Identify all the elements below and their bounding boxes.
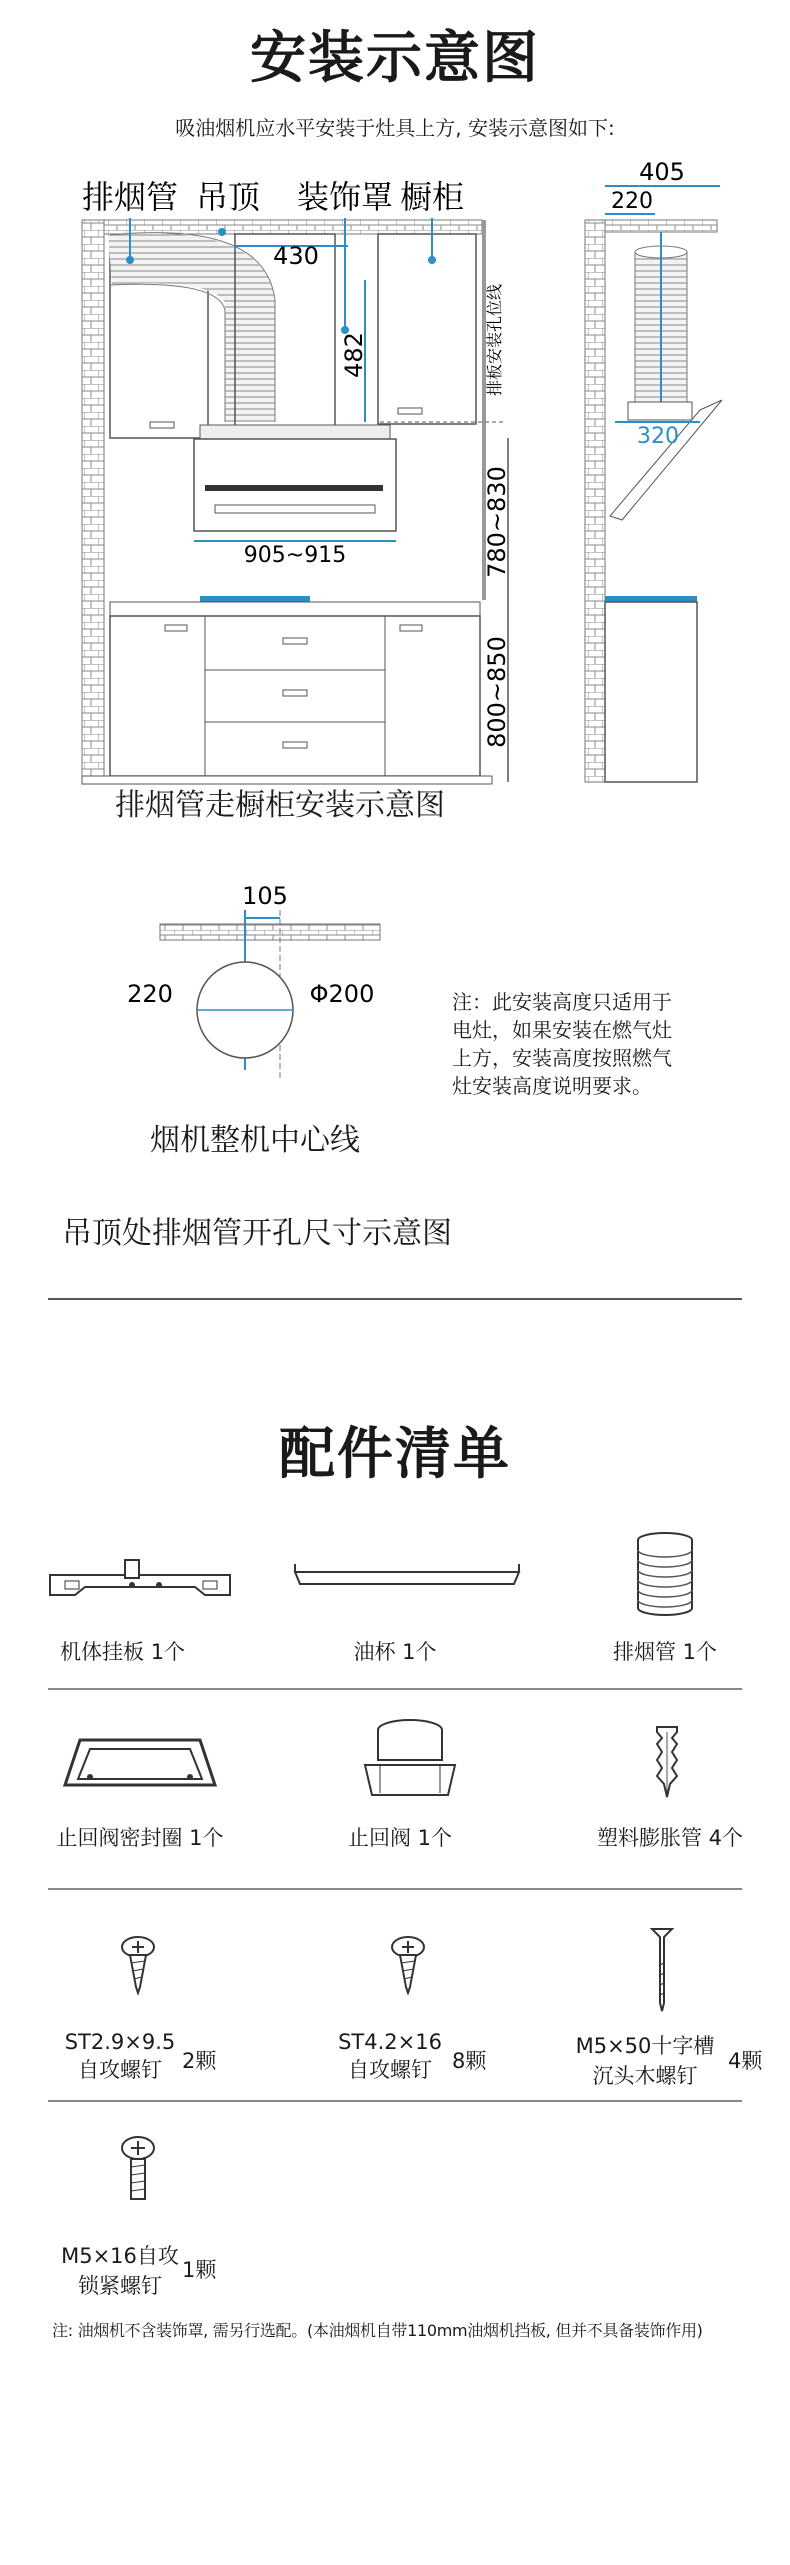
- part-label: M5×16自攻 锁紧螺钉: [61, 2244, 179, 2298]
- parts-footer-note: 注: 油烟机不含装饰罩, 需另行选配。(本油烟机自带110mm油烟机挡板, 但并不具备装饰作用): [52, 2321, 703, 2340]
- note-line: 灶安装高度说明要求。: [452, 1074, 652, 1098]
- hole-caption: 吊顶处排烟管开孔尺寸示意图: [62, 1216, 452, 1251]
- note-line: 电灶，如果安装在燃气灶: [452, 1018, 672, 1042]
- part-label: ST4.2×16 自攻螺钉: [338, 2030, 442, 2082]
- dim-hole-line: 排板安装孔位线: [485, 283, 504, 397]
- hole-diameter: Φ200: [309, 980, 375, 1008]
- exhaust-pipe-icon: [635, 1530, 695, 1620]
- part-qty: 4颗: [728, 2049, 763, 2073]
- part-label: 油杯 1个: [353, 1640, 437, 1664]
- hole-dimension-diagram: [120, 880, 420, 1120]
- hole-dim-105: 105: [242, 882, 288, 910]
- wood-screw-icon: [650, 1925, 674, 2015]
- section-divider: [48, 1298, 742, 1300]
- part-label: M5×50十字槽 沉头木螺钉: [575, 2034, 715, 2088]
- part-label: 排烟管 1个: [612, 1640, 718, 1664]
- part-label: ST2.9×9.5 自攻螺钉: [64, 2030, 176, 2082]
- label-cover: 装饰罩: [296, 178, 394, 216]
- part-label: 塑料膨胀管 4个: [596, 1826, 744, 1850]
- row-separator: [48, 1888, 742, 1890]
- hole-dim-220: 220: [127, 980, 173, 1008]
- note-line: 上方，安装高度按照燃气: [452, 1046, 672, 1070]
- install-title: 安装示意图: [250, 26, 540, 91]
- dim-220: 220: [611, 189, 653, 214]
- part-label: 止回阀 1个: [347, 1826, 453, 1850]
- dim-482: 482: [340, 332, 368, 378]
- row-separator: [48, 1688, 742, 1690]
- install-intro: 吸油烟机应水平安装于灶具上方, 安装示意图如下:: [175, 116, 615, 140]
- dim-780: 780~830: [483, 466, 511, 578]
- plastic-anchor-icon: [652, 1722, 682, 1802]
- dim-320: 320: [637, 424, 679, 449]
- screw-icon: [388, 1935, 428, 1995]
- note-line: 注：此安装高度只适用于: [452, 990, 672, 1014]
- parts-title: 配件清单: [279, 1422, 511, 1487]
- check-valve-icon: [360, 1715, 460, 1800]
- dim-430: 430: [273, 242, 319, 270]
- check-valve-seal-icon: [60, 1735, 220, 1795]
- mounting-plate-icon: [45, 1555, 235, 1625]
- locking-screw-icon: [120, 2135, 156, 2205]
- install-note: [452, 988, 672, 1100]
- part-label: 止回阀密封圈 1个: [56, 1826, 224, 1850]
- oil-cup-icon: [292, 1560, 522, 1600]
- front-diagram-caption: 排烟管走橱柜安装示意图: [115, 788, 445, 823]
- label-cabinet: 橱柜: [399, 178, 465, 216]
- part-qty: 8颗: [452, 2049, 487, 2073]
- part-label: 机体挂板 1个: [60, 1640, 186, 1664]
- front-install-diagram: [0, 160, 790, 810]
- label-ceiling: 吊顶: [195, 178, 261, 216]
- row-separator: [48, 2100, 742, 2102]
- part-qty: 2颗: [182, 2049, 217, 2073]
- dim-905: 905~915: [243, 543, 347, 568]
- part-qty: 1颗: [182, 2258, 217, 2282]
- hole-center-line: 烟机整机中心线: [150, 1123, 360, 1158]
- screw-icon: [118, 1935, 158, 1995]
- label-pipe: 排烟管: [81, 178, 179, 216]
- dim-800: 800~850: [483, 636, 511, 748]
- dim-405: 405: [639, 160, 685, 186]
